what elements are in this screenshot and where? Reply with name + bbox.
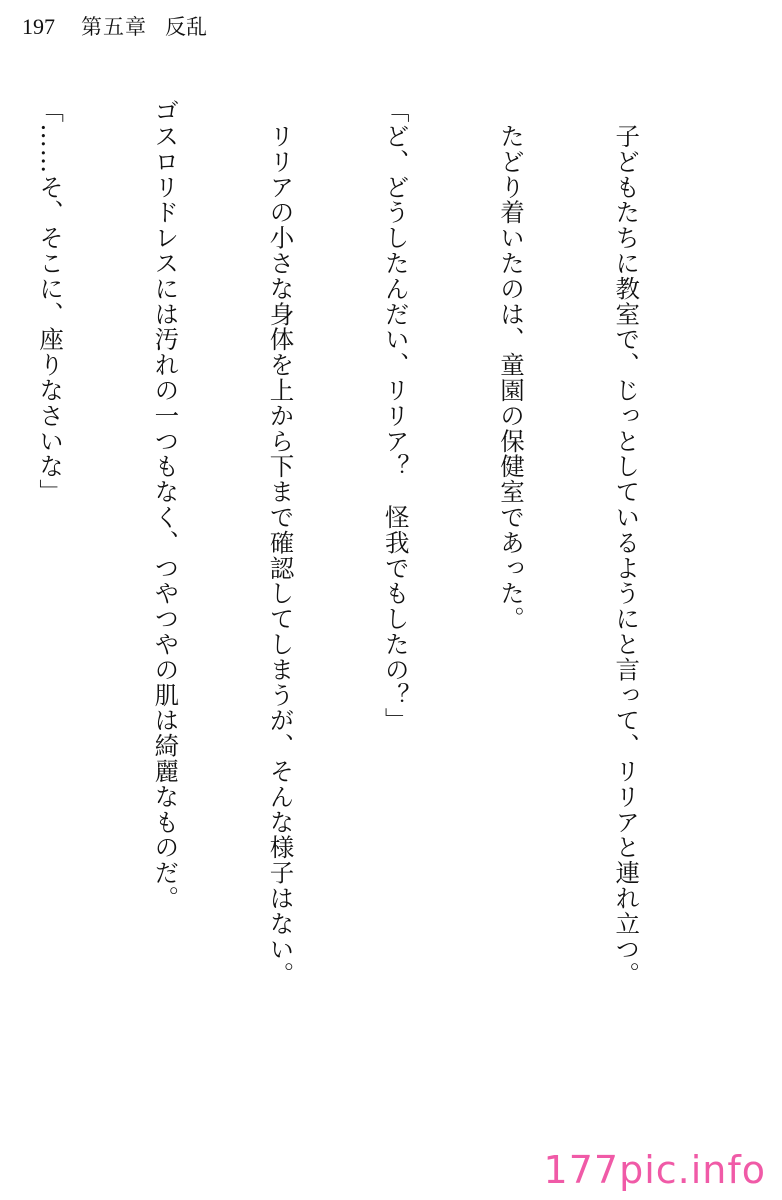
watermark: 177pic.info bbox=[543, 1148, 766, 1192]
text-line: ゴスロリドレスには汚れの一つもなく、つやつやの肌は綺麗なものだ。 bbox=[151, 98, 181, 911]
page-number: 197 bbox=[22, 14, 55, 39]
text-line: リリアの小さな身体を上から下まで確認してしまうが、そんな様子はない。 bbox=[266, 98, 296, 987]
chapter-label: 第五章 bbox=[81, 15, 147, 39]
text-line: 「ど、どうしたんだい、リリア？ 怪我でもしたの？」 bbox=[381, 98, 411, 733]
chapter-title: 反乱 bbox=[165, 15, 207, 39]
vertical-body-text bbox=[0, 98, 722, 1158]
text-line: 子どもたちに教室で、じっとしているようにと言って、リリアと連れ立つ。 bbox=[612, 98, 642, 987]
text-line: たどり着いたのは、童園の保健室であった。 bbox=[496, 98, 526, 632]
text-line: 「……そ、そこに、座りなさいな」 bbox=[36, 98, 66, 505]
running-header bbox=[22, 12, 207, 42]
